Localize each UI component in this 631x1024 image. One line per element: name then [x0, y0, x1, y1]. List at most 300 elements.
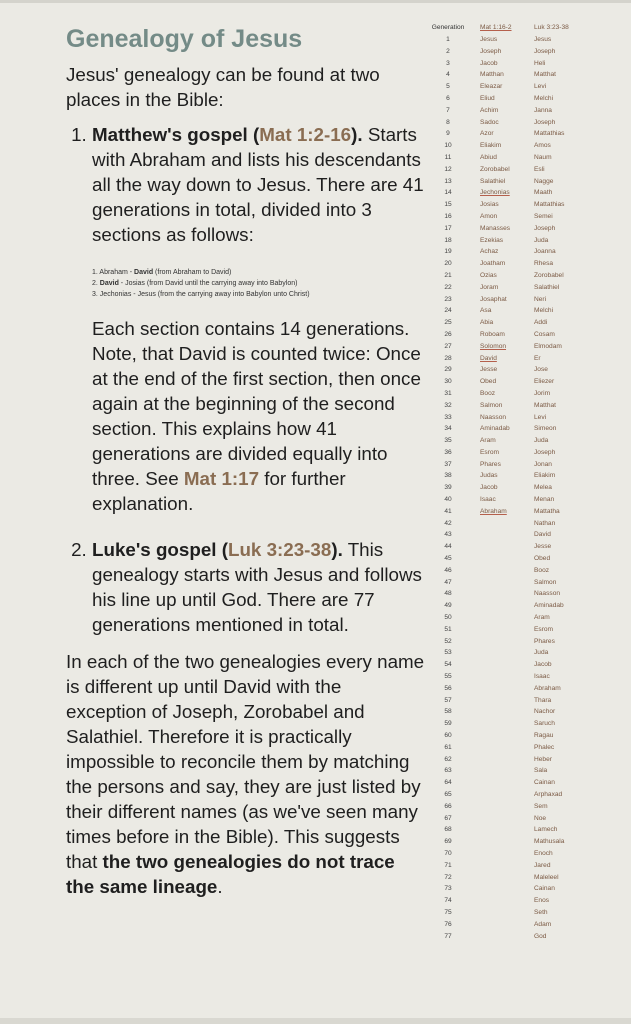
luke-name-cell: Jared: [534, 861, 551, 869]
table-row: [426, 119, 626, 131]
table-row: [426, 130, 626, 142]
luke-name-cell: Enoch: [534, 849, 553, 857]
table-row: [426, 744, 626, 756]
closing-text: [66, 649, 426, 899]
table-row: [426, 555, 626, 567]
matthew-name-cell: Solomon: [480, 342, 507, 350]
luke-name-cell: Mattathias: [534, 130, 565, 138]
matthew-name-cell: Matthan: [480, 71, 504, 79]
generation-number: 46: [444, 566, 452, 574]
table-row: [426, 402, 626, 414]
generation-number: 8: [446, 118, 450, 126]
gospel-list: [66, 122, 426, 637]
generation-number: 53: [444, 649, 452, 657]
generation-number: 34: [444, 425, 452, 433]
table-row: [426, 166, 626, 178]
generation-number: 30: [444, 378, 452, 386]
generation-number: 61: [444, 743, 452, 751]
generation-number: 38: [444, 472, 452, 480]
generation-number: 52: [444, 637, 452, 645]
table-row: [426, 602, 626, 614]
luke-name-cell: Joseph: [534, 224, 556, 232]
paren-close: ).: [351, 124, 363, 145]
section-note-text: (from the carrying away into Babylon unto Christ): [155, 291, 310, 298]
table-header: [426, 24, 626, 36]
section-item: [92, 289, 426, 300]
luke-name-cell: Matthat: [534, 401, 556, 409]
generation-number: 43: [444, 531, 452, 539]
generation-number: 33: [444, 413, 452, 421]
table-row: [426, 260, 626, 272]
section-number: 1.: [92, 269, 98, 276]
generation-number: 70: [444, 849, 452, 857]
generation-number: 62: [444, 755, 452, 763]
generation-number: 72: [444, 873, 452, 881]
luke-name-cell: Melchi: [534, 94, 554, 102]
luke-ref-link[interactable]: Luk 3:23-38: [227, 539, 332, 560]
table-row: [426, 496, 626, 508]
table-row: [426, 461, 626, 473]
table-row: [426, 520, 626, 532]
luke-name-cell: Abraham: [534, 684, 561, 692]
matthew-name-cell: Josaphat: [480, 295, 507, 303]
luke-name-cell: Nathan: [534, 519, 556, 527]
luke-name-cell: Nagge: [534, 177, 554, 185]
table-row: [426, 649, 626, 661]
generation-number: 77: [444, 932, 452, 940]
generation-number: 3: [446, 59, 450, 67]
table-row: [426, 425, 626, 437]
closing-bold: the two genealogies do not trace the same lineage: [66, 851, 395, 897]
matthew-name-cell: Jacob: [480, 484, 498, 492]
luke-name-cell: Noe: [534, 814, 547, 822]
matthew-name-cell: Zorobabel: [480, 165, 510, 173]
matthew-name-cell: Obed: [480, 378, 497, 386]
generation-number: 59: [444, 720, 452, 728]
matthew-name-cell: David: [480, 354, 497, 362]
luke-name-cell: Cainan: [534, 779, 555, 787]
luke-name-cell: Joseph: [534, 47, 556, 55]
generation-number: 55: [444, 673, 452, 681]
generation-number: 37: [444, 460, 452, 468]
luke-name-cell: Cainan: [534, 885, 555, 893]
section-note-text: (from Abraham to David): [153, 269, 232, 276]
luke-name-cell: Jesse: [534, 543, 552, 551]
luke-name-cell: Saruch: [534, 720, 555, 728]
page-title: Genealogy of Jesus: [66, 25, 303, 53]
matthew-name-cell: Salmon: [480, 401, 503, 409]
table-row: [426, 791, 626, 803]
table-row: [426, 508, 626, 520]
generation-number: 24: [444, 307, 452, 315]
generation-number: 5: [446, 83, 450, 91]
generation-number: 39: [444, 484, 452, 492]
table-row: [426, 319, 626, 331]
generation-number: 16: [444, 212, 452, 220]
matthew-name-cell: Naasson: [480, 413, 507, 421]
matthew-name-cell: Eliud: [480, 94, 495, 102]
matthew-name-cell: Joatham: [480, 260, 506, 268]
generation-number: 21: [444, 271, 452, 279]
luke-name-cell: Levi: [534, 413, 547, 421]
luke-name-cell: Amos: [534, 142, 551, 150]
luke-name-cell: Salmon: [534, 578, 557, 586]
section-separator: -: [131, 291, 138, 298]
luke-name-cell: Isaac: [534, 673, 550, 681]
luke-name-cell: Seth: [534, 908, 548, 916]
matthew-name-cell: Booz: [480, 389, 496, 397]
matthew-name-cell: Amon: [480, 212, 498, 220]
table-row: [426, 237, 626, 249]
genealogy-table: [426, 24, 626, 944]
table-row: [426, 201, 626, 213]
table-row: [426, 284, 626, 296]
table-row: [426, 71, 626, 83]
table-row: [426, 484, 626, 496]
section-to: David: [134, 269, 154, 276]
matthew-name-cell: Judas: [480, 472, 498, 480]
paren-open: (: [247, 124, 260, 145]
matthew-name-cell: Jesse: [480, 366, 498, 374]
luke-name-cell: Eliakim: [534, 472, 556, 480]
luke-name-cell: Zorobabel: [534, 271, 564, 279]
luke-name-cell: Heber: [534, 755, 552, 763]
luke-name-cell: Joseph: [534, 118, 556, 126]
closing-body: In each of the two genealogies every name is different up until David with the exception of Joseph, Zorobabel and Salathiel. Therefore it is practically impossible to reconcile them by matching the persons and say, they are just listed by their different names (as we've seen many times before in the Bible). This suggests that: [66, 651, 425, 872]
table-row: [426, 909, 626, 921]
luke-name-cell: Heli: [534, 59, 546, 67]
luke-name-cell: Enos: [534, 897, 550, 905]
generation-number: 2: [446, 47, 450, 55]
generation-number: 48: [444, 590, 452, 598]
table-row: [426, 756, 626, 768]
table-row: [426, 331, 626, 343]
generation-number: 4: [446, 71, 450, 79]
generation-number: 9: [446, 130, 450, 138]
table-row: [426, 921, 626, 933]
table-row: [426, 874, 626, 886]
luke-name-cell: Phares: [534, 637, 555, 645]
luke-name-cell: David: [534, 531, 551, 539]
table-row: [426, 779, 626, 791]
section-note-text: (from David until the carrying away into Babylon): [144, 280, 298, 287]
top-divider: [0, 0, 631, 3]
luke-name-cell: Elmodam: [534, 342, 562, 350]
luke-name-cell: Thara: [534, 696, 552, 704]
luke-name-cell: Rhesa: [534, 260, 554, 268]
matthew-name-cell: Ozias: [480, 271, 497, 279]
table-row: [426, 60, 626, 72]
luke-name-cell: Sem: [534, 802, 548, 810]
table-row: [426, 189, 626, 201]
matthew-name-cell: Azor: [480, 130, 494, 138]
generation-number: 32: [444, 401, 452, 409]
matthew-name-cell: Asa: [480, 307, 492, 315]
table-row: [426, 142, 626, 154]
luke-name-cell: Juda: [534, 236, 549, 244]
list-item-matthew: [92, 122, 426, 516]
table-row: [426, 178, 626, 190]
table-row: [426, 248, 626, 260]
generation-number: 41: [444, 507, 452, 515]
generation-number: 44: [444, 543, 452, 551]
generation-number: 12: [444, 165, 452, 173]
luke-name-cell: Er: [534, 354, 541, 362]
matthew-name-cell: Eliakim: [480, 142, 502, 150]
generation-number: 7: [446, 106, 450, 114]
luke-name-cell: Mattathias: [534, 201, 565, 209]
table-row: [426, 449, 626, 461]
table-row: [426, 296, 626, 308]
matthew-name-cell: Jechonias: [480, 189, 510, 197]
luke-name-cell: Booz: [534, 566, 550, 574]
generation-number: 54: [444, 661, 452, 669]
generation-number: 35: [444, 437, 452, 445]
generation-number: 57: [444, 696, 452, 704]
matthew-name-cell: Eleazar: [480, 83, 503, 91]
generation-number: 31: [444, 389, 452, 397]
generation-number: 68: [444, 826, 452, 834]
luke-name-cell: Menan: [534, 496, 555, 504]
luke-name-cell: Maleleel: [534, 873, 559, 881]
table-row: [426, 355, 626, 367]
intro-text: Jesus' genealogy can be found at two places in the Bible:: [66, 64, 380, 110]
luke-name-cell: Semei: [534, 212, 553, 220]
matthew-name-cell: Ezekias: [480, 236, 504, 244]
header-generation: Generation: [431, 24, 465, 31]
section-note: [92, 316, 426, 516]
table-row: [426, 567, 626, 579]
generation-number: 64: [444, 779, 452, 787]
table-row: [426, 543, 626, 555]
table-row: [426, 685, 626, 697]
luke-description: This genealogy starts with Jesus and follows his line up until God. There are 77 generations mentioned in total.: [92, 539, 422, 635]
table-row: [426, 414, 626, 426]
table-row: [426, 95, 626, 107]
generation-number: 15: [444, 201, 452, 209]
paren-open: (: [216, 539, 228, 560]
luke-name-cell: Jesus: [534, 36, 552, 43]
generation-number: 73: [444, 885, 452, 893]
generation-number: 11: [444, 153, 452, 161]
table-row: [426, 697, 626, 709]
section-to: Jesus: [137, 291, 156, 298]
generation-number: 14: [444, 189, 452, 197]
matthew-description: Starts with Abraham and lists his descendants all the way down to Jesus. There are 41 generations in total, divided into 3 sections as follows:: [92, 124, 424, 245]
section-number: 2.: [92, 280, 98, 287]
generation-number: 71: [444, 861, 452, 869]
section-from: Jechonias: [99, 291, 132, 298]
luke-name-cell: Mathusala: [534, 838, 565, 846]
generation-number: 69: [444, 838, 452, 846]
generation-number: 40: [444, 496, 452, 504]
luke-name-cell: Jorim: [534, 389, 551, 397]
table-row: [426, 803, 626, 815]
luke-name-cell: Nachor: [534, 708, 556, 716]
luke-name-cell: Mattatha: [534, 507, 560, 515]
table-row: [426, 390, 626, 402]
table-row: [426, 307, 626, 319]
section-separator: -: [118, 280, 126, 287]
table-row: [426, 638, 626, 650]
section-to: Josias: [125, 280, 145, 287]
table-row: [426, 708, 626, 720]
luke-name-cell: Jose: [534, 366, 548, 374]
luke-name-cell: Levi: [534, 83, 547, 91]
matthew-name-cell: Salathiel: [480, 177, 506, 185]
generation-number: 17: [444, 224, 452, 232]
generation-number: 27: [444, 342, 452, 350]
section-item: [92, 267, 426, 278]
luke-name-cell: Matthat: [534, 71, 556, 79]
luke-name-cell: Janna: [534, 106, 552, 114]
luke-name-cell: Juda: [534, 649, 549, 657]
generation-number: 75: [444, 908, 452, 916]
matthew-name-cell: Achaz: [480, 248, 499, 256]
table-row: [426, 366, 626, 378]
closing-end: .: [217, 876, 223, 897]
luke-name-cell: Sala: [534, 767, 548, 775]
generation-number: 51: [444, 625, 452, 633]
table-row: [426, 815, 626, 827]
generation-number: 45: [444, 555, 452, 563]
table-row: [426, 472, 626, 484]
table-row: [426, 590, 626, 602]
luke-name-cell: Joanna: [534, 248, 556, 256]
list-item-luke: [92, 537, 426, 637]
matthew-name-cell: Manasses: [480, 224, 511, 232]
generation-number: 26: [444, 330, 452, 338]
matthew-name-cell: Josias: [480, 201, 499, 209]
luke-name-cell: Esli: [534, 165, 545, 173]
table-row: [426, 437, 626, 449]
luke-name: Luke's gospel: [92, 539, 217, 560]
luke-name-cell: Naum: [534, 153, 552, 161]
table-row: [426, 732, 626, 744]
generation-number: 36: [444, 448, 452, 456]
matthew-name-cell: Aminadab: [480, 425, 510, 433]
matthew-ref-link[interactable]: Mat 1:2-16: [259, 124, 352, 145]
generation-number: 67: [444, 814, 452, 822]
table-row: [426, 579, 626, 591]
table-row: [426, 107, 626, 119]
generation-number: 25: [444, 319, 452, 327]
luke-name-cell: Eliezer: [534, 378, 555, 386]
matthew-name-cell: Phares: [480, 460, 501, 468]
generation-number: 6: [446, 94, 450, 102]
luke-name-cell: Obed: [534, 555, 551, 563]
luke-name-cell: Juda: [534, 437, 549, 445]
note-ref-link[interactable]: Mat 1:17: [183, 468, 260, 489]
luke-name-cell: Arphaxad: [534, 791, 563, 798]
luke-name-cell: Aram: [534, 614, 550, 622]
generation-number: 76: [444, 920, 452, 928]
generation-number: 18: [444, 236, 452, 244]
generation-number: 50: [444, 614, 452, 622]
luke-name-cell: Jonan: [534, 460, 552, 468]
generation-number: 56: [444, 684, 452, 692]
table-row: [426, 850, 626, 862]
note-text: Each section contains 14 generations. Note, that David is counted twice: Once at the end of the first section, then once again at the beginning of the second section. This explains how 41 generations are divided equally into three. See: [92, 318, 421, 489]
matthew-name: Matthew's gospel: [92, 124, 248, 145]
table-row: [426, 933, 626, 945]
generation-number: 19: [444, 248, 452, 256]
luke-name-cell: Salathiel: [534, 283, 560, 291]
table-row: [426, 614, 626, 626]
generation-number: 13: [444, 177, 452, 185]
section-list: [92, 267, 426, 300]
matthew-name-cell: Roboam: [480, 330, 505, 338]
generation-number: 22: [444, 283, 452, 291]
generation-number: 74: [444, 897, 452, 905]
luke-name-cell: Cosam: [534, 330, 555, 338]
luke-name-cell: Maath: [534, 189, 553, 197]
header-luke: Luk 3:23-38: [534, 24, 569, 31]
luke-name-cell: Neri: [534, 295, 547, 303]
generation-number: 28: [444, 354, 452, 362]
generation-number: 65: [444, 791, 452, 798]
generation-number: 10: [444, 142, 452, 150]
luke-name-cell: Aminadab: [534, 602, 564, 610]
generation-number: 49: [444, 602, 452, 610]
matthew-name-cell: Achim: [480, 106, 499, 114]
luke-name-cell: Adam: [534, 920, 552, 928]
table-body: [426, 36, 626, 944]
section-number: 3.: [92, 291, 98, 298]
table-row: [426, 673, 626, 685]
header-matthew: Mat 1:16-2: [480, 24, 512, 31]
matthew-name-cell: Abraham: [480, 507, 507, 515]
luke-name-cell: Joseph: [534, 448, 556, 456]
bottom-divider: [0, 1018, 631, 1024]
section-from: Abraham: [99, 269, 128, 276]
generation-number: 20: [444, 260, 452, 268]
generation-number: 42: [444, 519, 452, 527]
generation-number: 58: [444, 708, 452, 716]
luke-name-cell: Jacob: [534, 661, 552, 669]
luke-name-cell: God: [534, 932, 547, 940]
matthew-name-cell: Joseph: [480, 47, 502, 55]
table-row: [426, 378, 626, 390]
luke-name-cell: Melea: [534, 484, 552, 492]
table-row: [426, 720, 626, 732]
luke-name-cell: Simeon: [534, 425, 557, 433]
matthew-name-cell: Sadoc: [480, 118, 499, 126]
table-row: [426, 767, 626, 779]
table-row: [426, 897, 626, 909]
luke-name-cell: Naasson: [534, 590, 561, 598]
table-row: [426, 36, 626, 48]
luke-name-cell: Esrom: [534, 625, 554, 633]
generation-number: 47: [444, 578, 452, 586]
table-row: [426, 531, 626, 543]
matthew-name-cell: Jacob: [480, 59, 498, 67]
table-row: [426, 826, 626, 838]
matthew-name-cell: Abia: [480, 319, 494, 327]
matthew-name-cell: Jesus: [480, 36, 498, 43]
matthew-name-cell: Esrom: [480, 448, 500, 456]
generation-number: 63: [444, 767, 452, 775]
luke-name-cell: Melchi: [534, 307, 554, 315]
table-row: [426, 626, 626, 638]
generation-number: 60: [444, 732, 452, 740]
matthew-name-cell: Isaac: [480, 496, 496, 504]
table-row: [426, 213, 626, 225]
matthew-name-cell: Abiud: [480, 153, 497, 161]
section-from: David: [99, 280, 119, 287]
table-row: [426, 885, 626, 897]
table-row: [426, 272, 626, 284]
